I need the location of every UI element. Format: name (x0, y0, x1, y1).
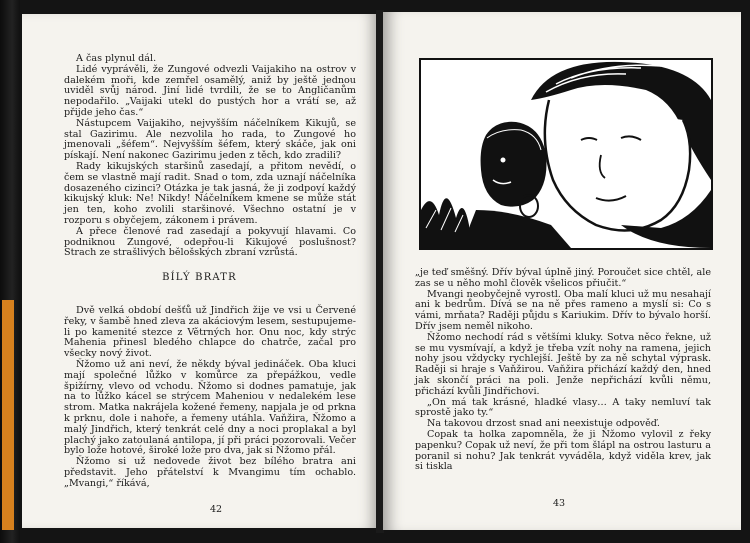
paragraph: Ňžomo si už nedovede život bez bílého bratra ani představit. Jeho přátelství k Mvangimu tím ochablo. „Mvangi,“ říkává, (64, 456, 356, 489)
paragraph: Copak ta holka zapomněla, že ji Ňžomo vylovil z řeky papenku? Copak už neví, že při tom šlápl na ostrou lasturu a poranil si nohu? Jak tenkrát vyváděla, když viděla krev, jak si tiskla (415, 428, 711, 473)
left-page-bottom-text (64, 306, 356, 490)
illustration-two-boys (421, 60, 711, 248)
paragraph: Na takovou drzost snad ani neexistuje odpověď. (427, 418, 660, 430)
paragraph: Lidé vyprávěli, že Zungové odvezli Vaijakiho na ostrov v dalekém moři, kde zemřel osamělý, aniž by ještě jednou uviděl svůj národ. Jiní lidé tvrdili, že se to Angličanům nepodařilo. „Vaijaki utekl do pustých hor a vrátí se, až přijde jeho čas.“ (64, 63, 356, 118)
paragraph: Ňžomo už ani neví, že někdy býval jedináček. Oba kluci mají společné lůžko v komůrce za přepážkou, vedle špižírny, vlevo od vchodu. Ňžomo si dodnes pamatuje, jak na to lůžko kácel se strýcem Maheniou v nedalekém lese strom. Matka nakrájela kožené řemeny, napjala je od prkna k prknu, dole i nahoře, a řemeny utáhla. Vaňžira, Ňžomo a malý Jindřich, který tenkrát celé dny a noci proplakal a byl plachý jako zatoulaná antilopa, jí při práci pozorovali. Večer bylo lože hotové, široké lože pro dva, jak si Ňžomo přál. (64, 358, 356, 457)
paragraph: Nástupcem Vaijakiho, nejvyšším náčelníkem Kikujů, se stal Gazirimu. Ale nezvolila ho rada, to Zungové ho jmenovali „šéfem“. Nejvyšším šéfem, který skáče, jak oni pískají. Není nakonec Gazirimu jeden z těch, kdo zradili? (64, 117, 356, 162)
paragraph: „je teď směšný. Dřív býval úplně jiný. Poroučet sice chtěl, ale zas se u něho mohl člověk všelicos přiučit.“ (415, 267, 711, 289)
chapter-heading: BÍLÝ BRATR (162, 272, 237, 283)
right-page (383, 12, 741, 530)
page-number-right: 43 (553, 498, 566, 509)
right-page-text (415, 268, 711, 473)
left-page-top-text (64, 54, 356, 259)
woodcut-illustration (419, 58, 713, 250)
paragraph: „On má tak krásné, hladké vlasy… A taky nemluví tak sprostě jako ty.“ (415, 396, 711, 419)
page-number-left: 42 (210, 504, 223, 515)
paragraph: Dvě velká období dešťů už Jindřich žije ve vsi u Červené řeky, v šambě hned zleva za akáciovým lesem, sestupujeme-li po kamenité stezce z Větrných hor. Onu noc, kdy strýc Mahenia přinesl bledého chlapce do chatrče, začal pro všecky nový život. (64, 305, 356, 360)
left-page (22, 14, 377, 528)
paragraph: Rady kikujských staršinů zasedají, a přitom nevědí, o čem se vlastně mají radit. Snad o tom, zda uznají náčelníka dosazeného cizinci? Otázka je tak jasná, že ji zodpoví každý kikujský kluk: Ne! Nikdy! Náčelníkem kmene se může stát jen ten, koho zvolili staršinové. Všechno ostatní je v rozporu s obyčejem, zákonem i právem. (64, 160, 356, 226)
cover-orange-strip (2, 300, 14, 530)
paragraph: A čas plynul dál. (76, 53, 157, 64)
paragraph: Ňžomo nechodí rád s většími kluky. Sotva něco řekne, už se mu vysmívají, a když je třeba vzít nohy na ramena, jejich nohy jsou vždycky rychlejší. Ještě by za ně schytal výprask. Raději si hraje s Vaňžirou. Vaňžira přichází každý den, hned jak skončí práci na poli. Jenže nepřichází kvůli němu, přichází kvůli Jindřichovi. (415, 331, 711, 397)
paragraph: A přece členové rad zasedají a pokyvují hlavami. Co podniknou Zungové, odepřou-li Kikujové poslušnost? Strach ze strašlivých bělošských zbraní vzrůstá. (64, 225, 356, 259)
paragraph: Mvangi neobyčejně vyrostl. Oba malí kluci už mu nesahají ani k bedrům. Dívá se na ně přes rameno a myslí si: Co s vámi, mrňata? Raději půjdu s Kariukim. Dřív to bývalo horší. Dřív jsem neměl nikoho. (415, 288, 711, 332)
